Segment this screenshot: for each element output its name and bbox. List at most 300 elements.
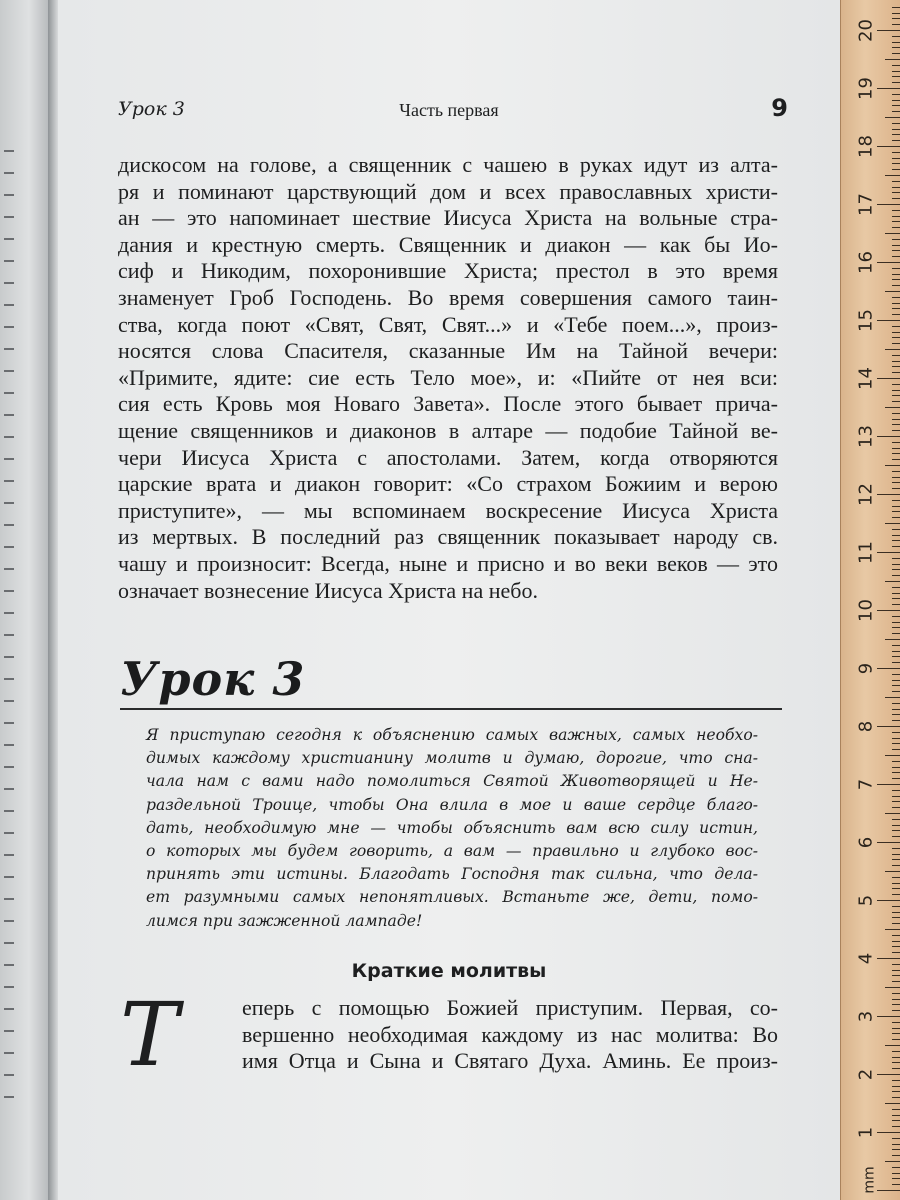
ruler-tick (885, 697, 900, 698)
ruler-tick (892, 651, 900, 652)
ruler-tick (892, 1138, 900, 1139)
ruler-tick (892, 546, 900, 547)
ruler-tick (892, 401, 900, 402)
ruler-number: 3 (855, 1010, 877, 1023)
ruler-tick (892, 71, 900, 72)
intro-line: дать, необходимую мне — чтобы объяснить вам всю силу истин, (146, 818, 758, 837)
ruler-tick (892, 662, 900, 663)
ruler-tick (892, 1062, 900, 1063)
ruler-number: 18 (855, 135, 877, 158)
ruler-tick (877, 784, 900, 785)
ruler-tick (892, 923, 900, 924)
ruler-tick (892, 1022, 900, 1023)
intro-line: чала нам с вами надо помолиться Святой Животворящей и Не- (146, 772, 758, 791)
ruler-tick (892, 500, 900, 501)
ruler-number: 7 (855, 778, 877, 791)
ruler-number: 13 (855, 425, 877, 448)
ruler-tick (885, 117, 900, 118)
intro-line: Я приступаю сегодня к объяснению самых важных, самых необхо- (146, 726, 758, 744)
text-line: из мертвых. В последний раз священник показывает народу св. (118, 524, 778, 550)
left-page-text-fragment (4, 282, 14, 284)
left-page-text-fragment (4, 744, 14, 746)
ruler-tick (892, 1086, 900, 1087)
left-page-text-fragment (4, 1052, 14, 1054)
ruler-tick (877, 494, 900, 495)
ruler-tick (892, 152, 900, 153)
ruler-tick (892, 453, 900, 454)
left-page-text-fragment (4, 414, 14, 416)
ruler-tick (892, 738, 900, 739)
ruler-tick (885, 407, 900, 408)
ruler-tick (892, 912, 900, 913)
ruler-tick (892, 169, 900, 170)
ruler-tick (892, 129, 900, 130)
ruler-tick (892, 239, 900, 240)
ruler-tick (892, 645, 900, 646)
ruler-tick (892, 1149, 900, 1150)
ruler-tick (892, 656, 900, 657)
left-page-text-fragment (4, 304, 14, 306)
ruler-tick (892, 720, 900, 721)
ruler-tick (892, 100, 900, 101)
text-line: сиф и Никодим, похоронившие Христа; престол в это время (118, 258, 778, 284)
ruler-tick (892, 413, 900, 414)
ruler-tick (892, 517, 900, 518)
ruler-tick (892, 250, 900, 251)
ruler-tick (892, 372, 900, 373)
header-part-title: Часть первая (399, 100, 499, 120)
ruler-number: 5 (855, 894, 877, 907)
ruler-tick (892, 366, 900, 367)
ruler-tick (892, 384, 900, 385)
ruler-tick (892, 975, 900, 976)
ruler-tick (892, 778, 900, 779)
text-line: дания и крестную смерть. Священник и диакон — как бы Ио- (118, 231, 778, 257)
ruler-tick (892, 627, 900, 628)
left-page-text-fragment (4, 216, 14, 218)
ruler-tick (885, 233, 900, 234)
ruler-tick (877, 552, 900, 553)
ruler-tick (885, 1103, 900, 1104)
main-text (118, 152, 778, 604)
ruler-tick (877, 1190, 900, 1191)
ruler-number: 15 (855, 309, 877, 332)
ruler-tick (892, 181, 900, 182)
ruler-tick (892, 981, 900, 982)
ruler-tick (877, 262, 900, 263)
ruler-tick (892, 1057, 900, 1058)
ruler-tick (892, 256, 900, 257)
ruler-tick (892, 993, 900, 994)
ruler-tick (892, 1051, 900, 1052)
ruler-tick (892, 598, 900, 599)
ruler-tick (892, 337, 900, 338)
ruler-tick (885, 175, 900, 176)
ruler-tick (892, 24, 900, 25)
left-page-text-fragment (4, 898, 14, 900)
ruler-tick (892, 1173, 900, 1174)
ruler-number: 2 (855, 1068, 877, 1081)
ruler-tick (892, 279, 900, 280)
wooden-ruler (840, 0, 900, 1200)
ruler-tick (892, 82, 900, 83)
ruler-tick (892, 917, 900, 918)
ruler-tick (892, 1144, 900, 1145)
ruler-tick (892, 743, 900, 744)
ruler-tick (892, 593, 900, 594)
ruler-tick (892, 894, 900, 895)
ruler-tick (892, 569, 900, 570)
text-line: щение священников и диаконов в алтаре — подобие Тайной ве- (118, 417, 778, 443)
ruler-tick (892, 622, 900, 623)
left-page-text-fragment (4, 1008, 14, 1010)
ruler-tick (892, 680, 900, 681)
ruler-tick (892, 1039, 900, 1040)
ruler-tick (892, 558, 900, 559)
ruler-tick (892, 123, 900, 124)
ruler-tick (885, 291, 900, 292)
ruler-tick (892, 587, 900, 588)
ruler-tick (877, 436, 900, 437)
left-page-text-fragment (4, 480, 14, 482)
left-page-text-fragment (4, 436, 14, 438)
ruler-tick (892, 1010, 900, 1011)
ruler-number: 17 (855, 193, 877, 216)
drop-line: вершенно необходимая каждому из нас молитва: Во (242, 1021, 778, 1047)
ruler-tick (877, 1074, 900, 1075)
ruler-tick (892, 1184, 900, 1185)
ruler-tick (892, 749, 900, 750)
ruler-tick (892, 65, 900, 66)
ruler-tick (885, 987, 900, 988)
ruler-tick (892, 163, 900, 164)
ruler-tick (892, 482, 900, 483)
ruler-tick (892, 308, 900, 309)
ruler-tick (892, 111, 900, 112)
ruler-tick (892, 796, 900, 797)
left-page-text-fragment (4, 656, 14, 658)
ruler-tick (892, 134, 900, 135)
ruler-tick (892, 801, 900, 802)
text-line: означает вознесение Иисуса Христа на небо. (118, 577, 538, 603)
text-line: ря и поминают царствующий дом и всех православных христи- (118, 178, 778, 204)
left-page-text-fragment (4, 392, 14, 394)
text-line: знаменует Гроб Господень. Во время совершения самого таин- (118, 284, 778, 310)
left-page-text-fragment (4, 590, 14, 592)
ruler-tick (885, 465, 900, 466)
ruler-tick (892, 836, 900, 837)
intro-line: димых каждому христианину молитв и думаю, дорогие, что сна- (146, 749, 758, 768)
left-page-text-fragment (4, 612, 14, 614)
left-page-text-fragment (4, 326, 14, 328)
ruler-number: 20 (855, 19, 877, 42)
ruler-tick (892, 355, 900, 356)
text-line: носятся слова Спасителя, сказанные Им на Тайной вечери: (118, 338, 778, 364)
ruler-tick (892, 13, 900, 14)
ruler-tick (892, 53, 900, 54)
ruler-tick (892, 332, 900, 333)
ruler-tick (892, 1033, 900, 1034)
ruler-tick (877, 146, 900, 147)
ruler-tick (892, 709, 900, 710)
ruler-number: 19 (855, 77, 877, 100)
ruler-tick (877, 842, 900, 843)
ruler-tick (892, 1155, 900, 1156)
ruler-tick (892, 7, 900, 8)
intro-line: лимся при зажженной лампаде! (146, 911, 423, 930)
left-page-text-fragment (4, 832, 14, 834)
ruler-tick (877, 1132, 900, 1133)
ruler-tick (892, 935, 900, 936)
ruler-tick (892, 1004, 900, 1005)
ruler-tick (892, 511, 900, 512)
intro-line: раздельной Троице, чтобы Она влила в мое и ваше сердце благо- (146, 795, 758, 814)
ruler-tick (892, 245, 900, 246)
ruler-tick (892, 18, 900, 19)
ruler-tick (892, 274, 900, 275)
ruler-tick (885, 871, 900, 872)
book-gutter (48, 0, 58, 1200)
ruler-tick (892, 1028, 900, 1029)
page-number: 9 (771, 94, 788, 122)
ruler-number: 11 (855, 541, 877, 564)
lesson-title: Урок 3 (120, 652, 306, 706)
ruler-tick (885, 929, 900, 930)
ruler-tick (892, 790, 900, 791)
intro-line: о которых мы будем говорить, а вам — правильно и глубоко вос- (146, 841, 758, 860)
section-title: Краткие молитвы (351, 960, 547, 982)
running-header (118, 94, 788, 126)
ruler-tick (892, 326, 900, 327)
ruler-number: 1 (855, 1126, 877, 1139)
ruler-tick (892, 575, 900, 576)
ruler-tick (892, 970, 900, 971)
ruler-tick (892, 952, 900, 953)
ruler-tick (885, 1161, 900, 1162)
left-page-text-fragment (4, 1030, 14, 1032)
ruler-tick (885, 349, 900, 350)
ruler-tick (892, 1097, 900, 1098)
ruler-tick (892, 1178, 900, 1179)
ruler-tick (885, 755, 900, 756)
left-page-text-fragment (4, 150, 14, 152)
ruler-number: 8 (855, 720, 877, 733)
ruler-tick (892, 343, 900, 344)
left-page-text-fragment (4, 568, 14, 570)
ruler-tick (877, 204, 900, 205)
ruler-tick (892, 906, 900, 907)
ruler-tick (885, 1045, 900, 1046)
ruler-tick (892, 1109, 900, 1110)
ruler-tick (892, 303, 900, 304)
ruler-tick (892, 42, 900, 43)
ruler-tick (892, 883, 900, 884)
ruler-tick (892, 158, 900, 159)
ruler-tick (885, 639, 900, 640)
text-line: ан — это напоминает шествие Иисуса Христа на вольные стра- (118, 205, 778, 231)
left-page-text-fragment (4, 788, 14, 790)
ruler-number: 12 (855, 483, 877, 506)
ruler-tick (877, 668, 900, 669)
drop-line: имя Отца и Сына и Святаго Духа. Аминь. Ее произ- (242, 1048, 778, 1074)
ruler-tick (885, 581, 900, 582)
ruler-tick (892, 859, 900, 860)
ruler-tick (892, 430, 900, 431)
ruler-tick (892, 830, 900, 831)
ruler-tick (892, 94, 900, 95)
text-line: ства, когда поют «Свят, Свят, Свят...» и «Тебе поем...», произ- (118, 311, 778, 337)
ruler-tick (892, 732, 900, 733)
ruler-number: 10 (855, 599, 877, 622)
intro-text (146, 724, 758, 933)
left-page-text-fragment (4, 458, 14, 460)
ruler-tick (892, 714, 900, 715)
ruler-tick (877, 610, 900, 611)
ruler-tick (892, 1120, 900, 1121)
ruler-tick (892, 395, 900, 396)
ruler-tick (892, 633, 900, 634)
ruler-tick (892, 854, 900, 855)
ruler-tick (892, 221, 900, 222)
ruler-tick (892, 314, 900, 315)
left-page-text-fragment (4, 1096, 14, 1098)
ruler-tick (892, 604, 900, 605)
ruler-tick (892, 691, 900, 692)
ruler-tick (892, 459, 900, 460)
ruler-tick (877, 88, 900, 89)
ruler-tick (892, 187, 900, 188)
ruler-tick (885, 523, 900, 524)
ruler-tick (892, 564, 900, 565)
left-page-text-fragment (4, 634, 14, 636)
intro-line: ет разумными самых непонятливых. Встаньте же, дети, помо- (146, 888, 758, 907)
text-line: приступите», — мы вспоминаем воскресение Иисуса Христа (118, 497, 778, 523)
ruler-tick (877, 1016, 900, 1017)
ruler-tick (892, 946, 900, 947)
ruler-tick (892, 616, 900, 617)
ruler-tick (892, 1167, 900, 1168)
ruler-tick (892, 825, 900, 826)
ruler-tick (892, 36, 900, 37)
ruler-tick (892, 1115, 900, 1116)
ruler-tick (892, 703, 900, 704)
ruler-tick (892, 506, 900, 507)
ruler-tick (892, 1080, 900, 1081)
ruler-tick (892, 105, 900, 106)
left-page-text-fragment (4, 238, 14, 240)
left-page-text-fragment (4, 876, 14, 878)
ruler-tick (892, 761, 900, 762)
ruler-tick (892, 47, 900, 48)
left-page-text-fragment (4, 260, 14, 262)
left-page-text-fragment (4, 700, 14, 702)
ruler-tick (892, 140, 900, 141)
text-line: дискосом на голове, а священник с чашею в руках идут из алта- (118, 152, 778, 177)
ruler-tick (892, 767, 900, 768)
ruler-tick (892, 1126, 900, 1127)
ruler-tick (892, 1091, 900, 1092)
ruler-tick (892, 865, 900, 866)
ruler-tick (892, 685, 900, 686)
ruler-tick (892, 268, 900, 269)
ruler-number: 9 (855, 662, 877, 675)
ruler-tick (892, 210, 900, 211)
ruler-tick (892, 877, 900, 878)
ruler-tick (877, 378, 900, 379)
ruler-number: 14 (855, 367, 877, 390)
ruler-tick (892, 390, 900, 391)
ruler-tick (892, 361, 900, 362)
left-page-text-fragment (4, 854, 14, 856)
left-page-text-fragment (4, 172, 14, 174)
ruler-tick (885, 59, 900, 60)
ruler-tick (877, 900, 900, 901)
ruler-tick (892, 192, 900, 193)
ruler-tick (892, 964, 900, 965)
left-page-text-fragment (4, 1074, 14, 1076)
left-page-text-fragment (4, 502, 14, 504)
left-page-text-fragment (4, 964, 14, 966)
ruler-tick (877, 726, 900, 727)
ruler-tick (892, 424, 900, 425)
ruler-tick (892, 535, 900, 536)
left-page-text-fragment (4, 678, 14, 680)
ruler-tick (892, 198, 900, 199)
text-line: чашу и произносит: Всегда, ныне и присно и во веки веков — это (118, 550, 778, 576)
ruler-tick (892, 488, 900, 489)
ruler-tick (892, 529, 900, 530)
intro-line: принять эти истины. Благодать Господня так сильна, что дела- (146, 865, 758, 884)
left-page-text-fragment (4, 348, 14, 350)
ruler-tick (892, 419, 900, 420)
ruler-tick (892, 674, 900, 675)
header-lesson: Урок 3 (118, 98, 185, 120)
ruler-tick (892, 448, 900, 449)
left-page-text-fragment (4, 986, 14, 988)
ruler-tick (892, 1068, 900, 1069)
ruler-tick (892, 471, 900, 472)
ruler-tick (892, 540, 900, 541)
left-page-text-fragment (4, 810, 14, 812)
text-line: «Примите, ядите: сие есть Тело мое», и: «Пийте от нея вси: (118, 364, 778, 390)
text-line: сия есть Кровь моя Новаго Завета». После этого бывает прича- (118, 391, 778, 417)
left-page-text-fragment (4, 722, 14, 724)
ruler-tick (892, 285, 900, 286)
drop-line: еперь с помощью Божией приступим. Первая, со- (242, 995, 778, 1020)
left-page-text-fragment (4, 370, 14, 372)
drop-cap: Т (120, 983, 179, 1086)
text-line: чери Иисуса Христа с апостолами. Затем, когда отворяются (118, 444, 778, 470)
ruler-tick (892, 807, 900, 808)
ruler-tick (892, 216, 900, 217)
drop-text (242, 995, 778, 1075)
text-line: царские врата и диакон говорит: «Со страхом Божиим и верою (118, 471, 778, 497)
left-page-text-fragment (4, 524, 14, 526)
ruler-tick (892, 297, 900, 298)
ruler-tick (892, 819, 900, 820)
left-page-edge (0, 0, 48, 1200)
ruler-tick (892, 941, 900, 942)
ruler-tick (892, 848, 900, 849)
left-page-text-fragment (4, 546, 14, 548)
ruler-tick (892, 227, 900, 228)
ruler-number: 16 (855, 251, 877, 274)
ruler-tick (892, 888, 900, 889)
ruler-tick (892, 999, 900, 1000)
left-page-text-fragment (4, 920, 14, 922)
ruler-number: 4 (855, 952, 877, 965)
ruler-tick (892, 477, 900, 478)
